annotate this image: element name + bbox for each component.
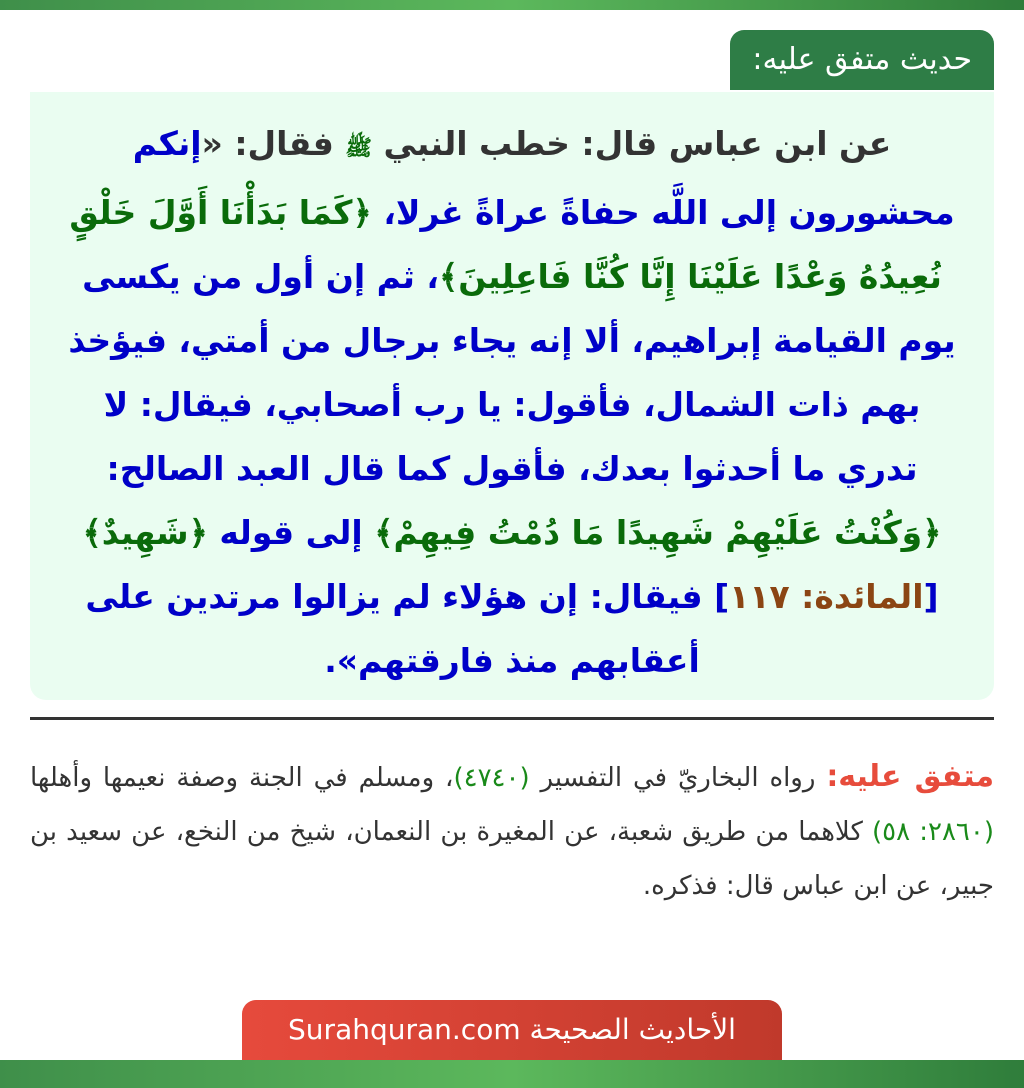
takhrij-part-1: رواه البخاريّ في التفسير: [529, 763, 827, 793]
quran-verse-1: ﴿كَمَا بَدَأْنَا أَوَّلَ خَلْقٍ نُعِيدُهُ وَعْدًا عَلَيْنَا إِنَّا كُنَّا فَاعِلِينَ﴾: [69, 193, 942, 296]
bottom-decorative-bar: [0, 1060, 1024, 1088]
bukhari-number: (٤٧٤٠): [453, 763, 530, 793]
divider: [30, 717, 994, 720]
takhrij-text: [30, 750, 994, 913]
takhrij-label: متفق عليه:: [826, 759, 995, 794]
hadith-part-3: إلى قوله: [207, 513, 375, 552]
hadith-part-1: إنكم محشورون إلى اللَّه حفاةً عراةً غرلا،: [132, 124, 955, 232]
ref-open: [: [923, 577, 939, 616]
hadith-box: [30, 92, 994, 700]
salawat-icon: ﷺ: [345, 136, 372, 161]
hadith-text: [60, 112, 964, 693]
section-title: حديث متفق عليه:: [730, 30, 994, 90]
muslim-number: (٢٨٦٠: ٥٨): [871, 817, 995, 847]
hadith-part-2: ، ثم إن أول من يكسى يوم القيامة إبراهيم، ألا إنه يجاء برجال من أمتي، فيؤخذ بهم ذات الشمال، فأقول: يا رب أصحابي، فيقال: لا تدري ما أحدثوا بعدك، فأقول كما قال العبد الصالح:: [68, 257, 956, 488]
ref-close: ]: [714, 577, 730, 616]
narrator-intro: عن ابن عباس قال: خطب النبي: [383, 124, 892, 163]
site-badge: الأحاديث الصحيحة Surahquran.com: [242, 1000, 782, 1060]
top-decorative-bar: [0, 0, 1024, 10]
quran-verse-2: ﴿وَكُنْتُ عَلَيْهِمْ شَهِيدًا مَا دُمْتُ فِيهِمْ﴾: [374, 513, 942, 552]
takhrij-part-2: ، ومسلم في الجنة وصفة نعيمها وأهلها: [30, 763, 454, 793]
quran-reference: المائدة: ١١٧: [729, 577, 924, 616]
quran-verse-3: ﴿شَهِيدٌ﴾: [82, 513, 208, 552]
takhrij-part-3: كلاهما من طريق شعبة، عن المغيرة بن النعمان، شيخ من النخع، عن سعيد بن جبير، عن ابن عباس قال: فذكره.: [30, 817, 994, 901]
said-text: فقال: «: [201, 124, 334, 163]
hadith-part-4: فيقال: إن هؤلاء لم يزالوا مرتدين على أعقابهم منذ فارقتهم».: [85, 577, 715, 680]
